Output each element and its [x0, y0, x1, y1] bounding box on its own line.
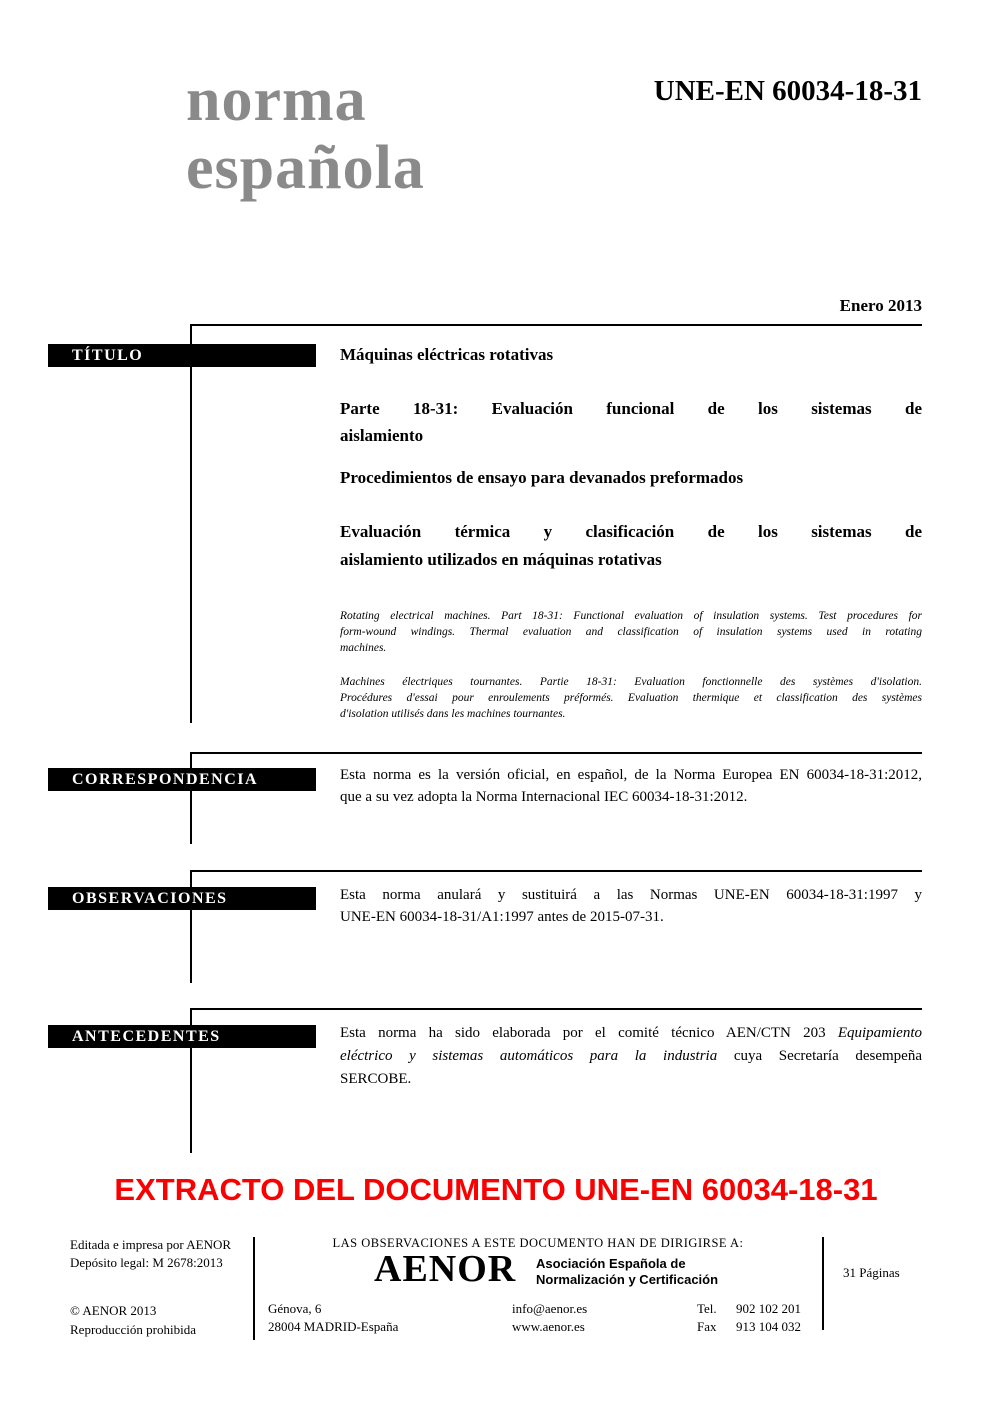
aenor-subtitle-line1: Asociación Española de [536, 1256, 686, 1271]
footer-address-line1: Génova, 6 [268, 1301, 322, 1316]
title-evaluation [340, 518, 922, 574]
logo-line-1: norma [186, 66, 367, 134]
footer-contact-block [512, 1300, 587, 1336]
section-bar-correspondencia [48, 768, 316, 791]
antecedentes-line1-normal: Esta norma ha sido elaborada por el comité técnico AEN/CTN 203 [340, 1025, 838, 1041]
aenor-subtitle-line2: Normalización y Certificación [536, 1272, 719, 1287]
title-part-line2: aislamiento [340, 426, 424, 445]
title-french-line2: Procédures d'essai pour enroulements préformés. Evaluation thermique et classification des systèmes [340, 692, 922, 704]
title-english-line1: Rotating electrical machines. Part 18-31: Functional evaluation of insulation systems. Test procedures for [340, 610, 922, 622]
title-evaluation-line1: Evaluación térmica y clasificación de los sistemas de [340, 522, 922, 541]
footer-observations-notice: LAS OBSERVACIONES A ESTE DOCUMENTO HAN DE DIRIGIRSE A: [332, 1236, 744, 1250]
antecedentes-line3: SERCOBE. [340, 1071, 412, 1087]
rule-antecedentes-top [190, 1008, 922, 1010]
rule-titulo-top [190, 324, 922, 326]
footer-reproduction-line: Reproducción prohibida [70, 1322, 196, 1337]
footer-tel-label: Tel. [697, 1301, 717, 1316]
antecedentes-line2-italic: eléctrico y sistemas automáticos para la industria [340, 1048, 718, 1064]
logo-line-2: española [186, 134, 425, 202]
title-french-line1: Machines électriques tournantes. Partie 18-31: Evaluation fonctionnelle des systèmes d'isolation. [340, 676, 922, 688]
observaciones-line2: UNE-EN 60034-18-31/A1:1997 antes de 2015-07-31. [340, 909, 664, 925]
title-english-line3: machines. [340, 642, 387, 654]
title-part [340, 395, 922, 449]
footer-phone-block [697, 1300, 801, 1336]
rule-correspondencia-vertical [190, 752, 192, 844]
title-english [340, 608, 922, 656]
section-bar-titulo [48, 344, 316, 367]
footer-copyright-block [70, 1301, 196, 1339]
antecedentes-line2-normal: cuya Secretaría desempeña [717, 1048, 922, 1064]
norma-espanola-logo [186, 66, 425, 202]
footer-email: info@aenor.es [512, 1301, 588, 1316]
antecedentes-text [340, 1022, 922, 1091]
footer-tel-value: 902 102 201 [736, 1301, 801, 1316]
footer-copyright-line: © AENOR 2013 [70, 1303, 157, 1318]
footer-address-line2: 28004 MADRID-España [268, 1319, 399, 1334]
observaciones-line1: Esta norma anulará y sustituirá a las Normas UNE-EN 60034-18-31:1997 y [340, 887, 922, 903]
footer-edited-block [70, 1236, 231, 1272]
footer-deposito-legal: Depósito legal: M 2678:2013 [70, 1255, 223, 1270]
antecedentes-line1-italic: Equipamiento [837, 1025, 922, 1041]
section-label-antecedentes: ANTECEDENTES [72, 1028, 221, 1045]
footer-edited-line1: Editada e impresa por AENOR [70, 1237, 232, 1252]
correspondencia-text [340, 764, 922, 808]
footer-fax-value: 913 104 032 [736, 1319, 801, 1334]
footer-page-count: 31 Páginas [843, 1265, 900, 1280]
footer-divider-right [822, 1237, 824, 1330]
section-label-titulo: TÍTULO [72, 347, 144, 364]
aenor-subtitle [536, 1256, 718, 1288]
section-label-observaciones: OBSERVACIONES [72, 890, 228, 907]
issue-date: Enero 2013 [839, 296, 922, 315]
antecedentes-line2 [340, 1045, 922, 1068]
extract-notice: EXTRACTO DEL DOCUMENTO UNE-EN 60034-18-31 [114, 1172, 878, 1207]
section-label-correspondencia: CORRESPONDENCIA [72, 771, 259, 788]
title-main: Máquinas eléctricas rotativas [340, 345, 554, 364]
antecedentes-line1 [340, 1022, 922, 1045]
footer-address-block [268, 1300, 398, 1336]
title-english-line2: form-wound windings. Thermal evaluation and classification of insulation systems used in rotating [340, 626, 922, 638]
correspondencia-line2: que a su vez adopta la Norma Internacional IEC 60034-18-31:2012. [340, 789, 748, 805]
title-procedures: Procedimientos de ensayo para devanados preformados [340, 468, 744, 487]
footer-website: www.aenor.es [512, 1319, 585, 1334]
footer-fax-label: Fax [697, 1319, 717, 1334]
footer-divider-left [253, 1237, 255, 1340]
correspondencia-line1: Esta norma es la versión oficial, en español, de la Norma Europea EN 60034-18-31:2012, [340, 767, 922, 783]
section-bar-antecedentes [48, 1025, 316, 1048]
observaciones-text [340, 884, 922, 928]
title-evaluation-line2: aislamiento utilizados en máquinas rotativas [340, 550, 662, 569]
title-part-line1: Parte 18-31: Evaluación funcional de los sistemas de [340, 399, 922, 418]
rule-correspondencia-top [190, 752, 922, 754]
rule-titulo-vertical [190, 324, 192, 723]
document-code: UNE-EN 60034-18-31 [653, 75, 922, 107]
aenor-logo: AENOR [374, 1248, 517, 1290]
rule-observaciones-top [190, 870, 922, 872]
title-french-line3: d'isolation utilisés dans les machines tournantes. [340, 708, 566, 720]
section-bar-observaciones [48, 887, 316, 910]
title-french [340, 674, 922, 722]
footer-fax-row [697, 1318, 801, 1336]
footer-tel-row [697, 1300, 801, 1318]
